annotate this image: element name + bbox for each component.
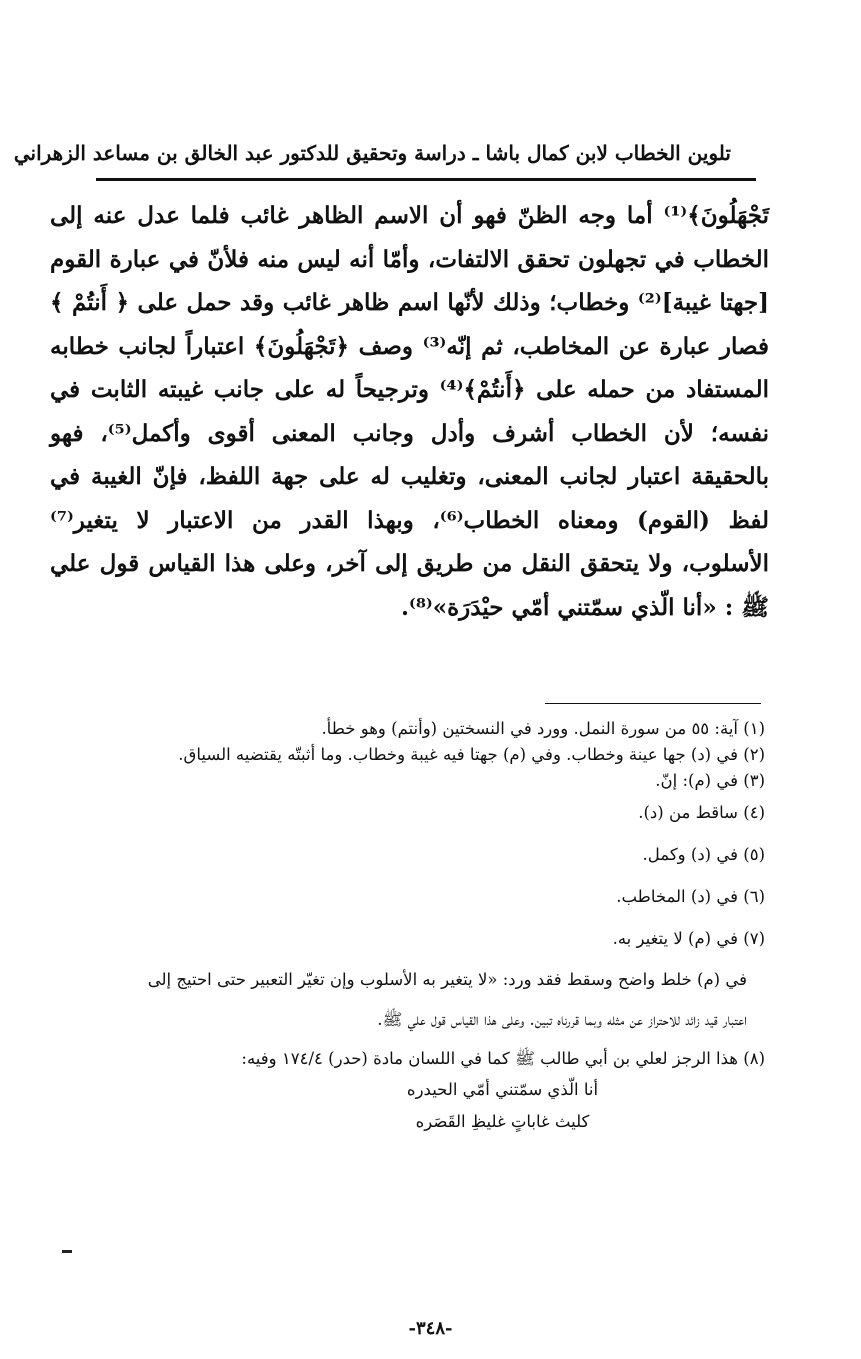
footnotes [80,718,765,1138]
footnote-3: (٣) في (م): إنّ. [655,771,765,790]
footnote-6: (٦) في (د) المخاطب. [616,887,765,906]
footnote-2: (٢) في (د) جها عينة وخطاب. وفي (م) جهتا فيه غيبة وخطاب. وما أثبتّه يقتضيه السياق. [178,745,765,764]
verse-line: أنا الّذي سمّتني أمّي الحيدره [406,1080,599,1099]
footnote-7: (٧) في (م) لا يتغير به. [612,929,765,948]
footnote-8: (٨) هذا الرجز لعلي بن أبي طالب ﷺ كما في اللسان مادة (حدر) ١٧٤/٤ وفيه: [241,1049,765,1068]
running-header: تلوين الخطاب لابن كمال باشا ـ دراسة وتحقيق للدكتور عبد الخالق بن مساعد الزهراني [13,141,731,165]
body-paragraph: تَجْهَلُونَ﴾⁽¹⁾ أما وجه الظنّ فهو أن الاسم الظاهر غائب فلما عدل عنه إلى الخطاب في تجهلون تحقق الالتفات، وأمّا أنه ليس منه فلأنّ في عبارة القوم [جهتا غيبة]⁽²⁾ وخطاب؛ وذلك لأنّها اسم ظاهر غائب وقد حمل على ﴿ أَنتُمْ ﴾ فصار عبارة عن المخاطب، ثم إنّه⁽³⁾ وصف ﴿تَجْهَلُونَ﴾ اعتباراً لجانب خطابه المستفاد من حمله على ﴿أَنتُمْ﴾⁽⁴⁾ وترجيحاً له على جانب غيبته الثابت في نفسه؛ لأن الخطاب أشرف وأدل وجانب المعنى أقوى وأكمل⁽⁵⁾، فهو بالحقيقة اعتبار لجانب المعنى، وتغليب له على جهة اللفظ، فإنّ الغيبة في لفظ (القوم) ومعناه الخطاب⁽⁶⁾، وبهذا القدر من الاعتبار لا يتغير⁽⁷⁾ الأسلوب، ولا يتحقق النقل من طريق إلى آخر، وعلى هذا القياس قول علي ﷺ : «أنا الّذي سمّتني أمّي حيْدَرَة»⁽⁸⁾. [50,202,770,621]
footnote-7-continuation-line-1: في (م) خلط واضح وسقط فقد ورد: «لا يتغير به الأسلوب وإن تغيّر التعبير حتى احتيج إلى [147,970,747,989]
footnote-1: (١) آية: ٥٥ من سورة النمل. وورد في النسختين (وأنتم) وهو خطأ. [321,719,765,738]
footnote-5: (٥) في (د) وكمل. [642,845,765,864]
footnote-rule [545,703,761,704]
verse-block [80,1074,765,1138]
main-text [50,194,769,629]
verse-line: كليث غاباتٍ غليظِ القَصَره [415,1112,590,1131]
page-number: -٣٤٨- [408,1318,453,1339]
header-rule [96,178,756,181]
footnote-4: (٤) ساقط من (د). [638,803,765,822]
stray-ink-mark [62,1250,72,1253]
footnote-7-continuation-line-2: اعتبار قيد زائد للاحتراز عن مثله وبما قررناه تبين. وعلى هذا القياس قول علي ﷺ. [377,1010,747,1029]
